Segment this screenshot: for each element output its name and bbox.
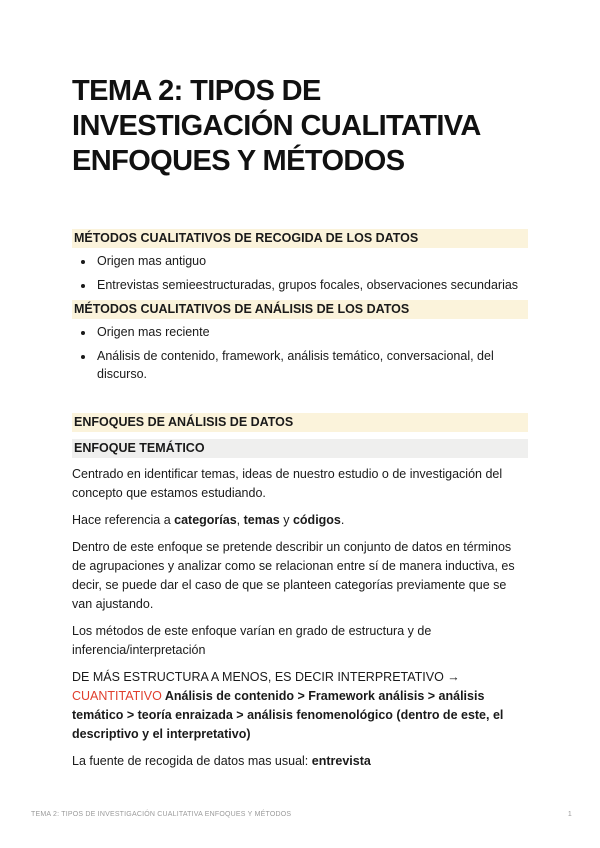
paragraph-description: Dentro de este enfoque se pretende describir un conjunto de datos en términos de agrupaciones y analizar como se relacionan entre sí de manera inductiva, es decir, se puede dar el caso de que se planteen categorías previamente que se van ajustando.	[72, 540, 515, 611]
list-item: • Entrevistas semieestructuradas, grupos focales, observaciones secundarias	[95, 276, 528, 294]
list-item: • Origen mas reciente	[95, 323, 528, 341]
list-analisis	[72, 323, 528, 383]
page-number: 1	[567, 811, 572, 818]
paragraph-definition: Centrado en identificar temas, ideas de nuestro estudio o de investigación del concepto que estamos estudiando.	[72, 467, 503, 500]
paragraph-references: Hace referencia a categorías, temas y códigos.	[72, 513, 345, 527]
title-line-2: INVESTIGACIÓN CUALITATIVA	[72, 110, 481, 142]
title-line-1: TEMA 2: TIPOS DE	[72, 75, 321, 107]
section-heading-recogida: MÉTODOS CUALITATIVOS DE RECOGIDA DE LOS DATOS	[72, 229, 528, 248]
paragraph-methods: Los métodos de este enfoque varían en grado de estructura y de inferencia/interpretación	[72, 624, 432, 657]
paragraph-structure-scale: DE MÁS ESTRUCTURA A MENOS, ES DECIR INTERPRETATIVO → CUANTITATIVO Análisis de contenido > Framework análisis > análisis temático > teoría enraizada > análisis fenomenológico (dentro de este, el descriptivo y el interpretativo)	[72, 670, 504, 741]
section-heading-enfoques: ENFOQUES DE ANÁLISIS DE DATOS	[72, 413, 528, 432]
subsection-heading-tematico: ENFOQUE TEMÁTICO	[72, 439, 528, 458]
paragraph-data-source: La fuente de recogida de datos mas usual: entrevista	[72, 754, 371, 768]
page-footer	[31, 811, 572, 818]
quantitative-label: CUANTITATIVO	[72, 689, 162, 703]
list-item: • Origen mas antiguo	[95, 252, 528, 270]
list-item: • Análisis de contenido, framework, análisis temático, conversacional, del discurso.	[95, 347, 528, 383]
title-line-3: ENFOQUES Y MÉTODOS	[72, 145, 405, 177]
footer-title: TEMA 2: TIPOS DE INVESTIGACIÓN CUALITATIVA ENFOQUES Y MÉTODOS	[31, 811, 292, 818]
document-page	[72, 74, 528, 779]
page-title	[72, 74, 528, 179]
section-heading-analisis: MÉTODOS CUALITATIVOS DE ANÁLISIS DE LOS DATOS	[72, 300, 528, 319]
list-recogida	[72, 252, 528, 294]
